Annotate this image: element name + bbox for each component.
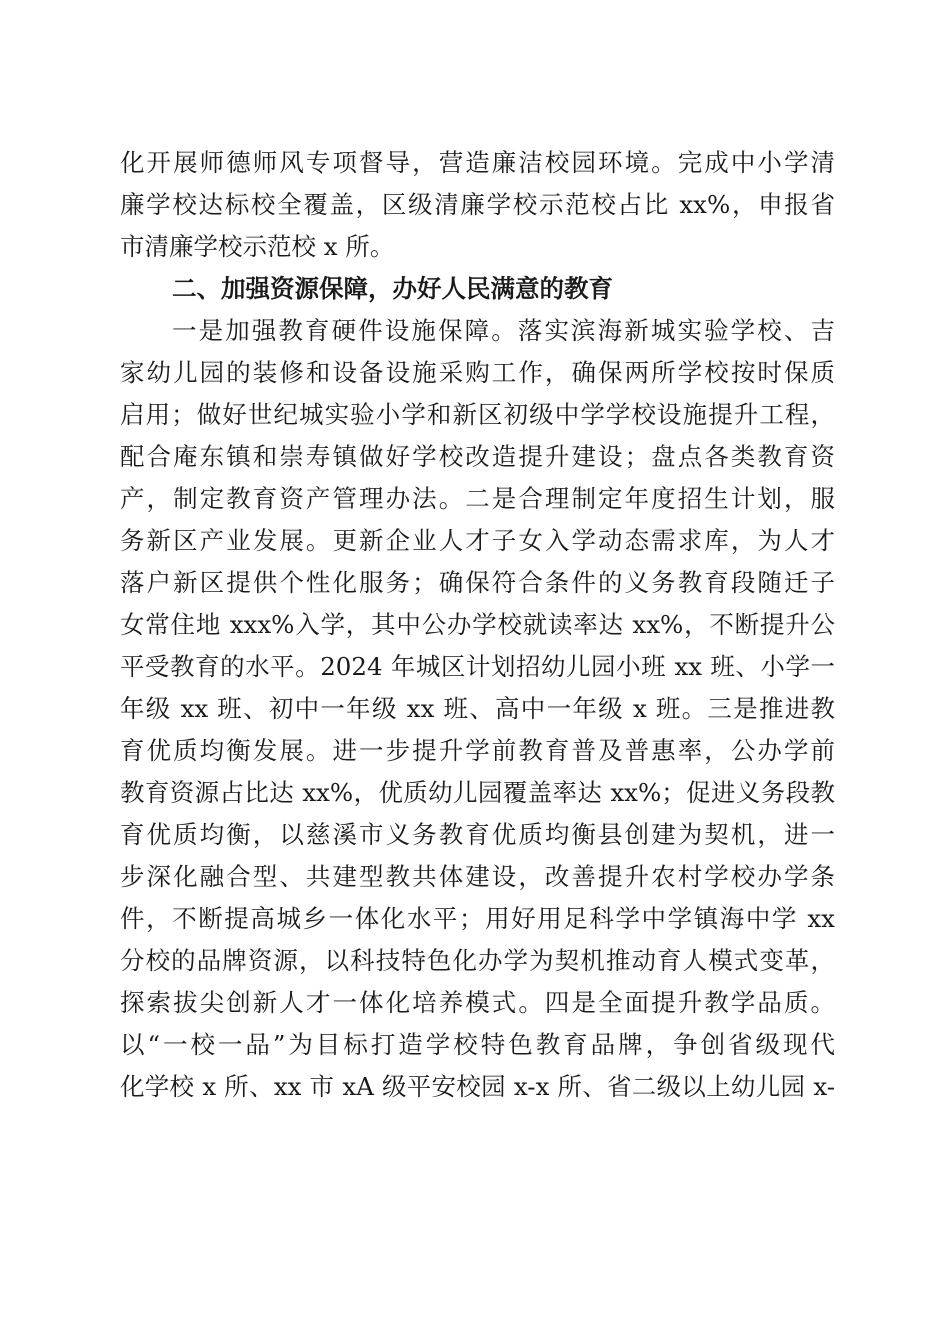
text-line: 落户新区提供个性化服务；确保符合条件的义务教育段随迁子 <box>120 568 835 597</box>
text-line: 育优质均衡，以慈溪市义务教育优质均衡县创建为契机，进一 <box>120 820 835 849</box>
text-line: 步深化融合型、共建型教共体建设，改善提升农村学校办学条 <box>120 862 835 891</box>
text-line: 化开展师德师风专项督导，营造廉洁校园环境。完成中小学清 <box>120 148 835 177</box>
text-line: 平受教育的水平。2024 年城区计划招幼儿园小班 xx 班、小学一 <box>120 652 835 681</box>
text-line: 产，制定教育资产管理办法。二是合理制定年度招生计划，服 <box>120 484 835 513</box>
text-line: 务新区产业发展。更新企业人才子女入学动态需求库，为人才 <box>120 526 835 555</box>
body-text <box>120 142 835 1108</box>
text-line: 探索拔尖创新人才一体化培养模式。四是全面提升教学品质。 <box>120 988 835 1017</box>
text-line: 年级 xx 班、初中一年级 xx 班、高中一年级 x 班。三是推进教 <box>120 694 835 723</box>
text-line: 分校的品牌资源，以科技特色化办学为契机推动育人模式变革， <box>120 946 835 975</box>
text-line: 以“一校一品”为目标打造学校特色教育品牌，争创省级现代 <box>120 1030 835 1059</box>
text-line: 育优质均衡发展。进一步提升学前教育普及普惠率，公办学前 <box>120 736 835 765</box>
section-heading: 二、加强资源保障，办好人民满意的教育 <box>172 274 613 303</box>
text-line: 教育资源占比达 xx%，优质幼儿园覆盖率达 xx%；促进义务段教 <box>120 778 835 807</box>
text-line: 一是加强教育硬件设施保障。落实滨海新城实验学校、吉 <box>172 316 835 345</box>
text-line: 女常住地 xxx%入学，其中公办学校就读率达 xx%，不断提升公 <box>120 610 835 639</box>
text-line: 市清廉学校示范校 x 所。 <box>120 232 395 261</box>
text-line: 启用；做好世纪城实验小学和新区初级中学学校设施提升工程， <box>120 400 835 429</box>
text-line: 廉学校达标校全覆盖，区级清廉学校示范校占比 xx%，申报省 <box>120 190 835 219</box>
text-line: 配合庵东镇和崇寿镇做好学校改造提升建设；盘点各类教育资 <box>120 442 835 471</box>
text-line: 化学校 x 所、xx 市 xA 级平安校园 x-x 所、省二级以上幼儿园 x- <box>120 1072 835 1101</box>
text-line: 家幼儿园的装修和设备设施采购工作，确保两所学校按时保质 <box>120 358 835 387</box>
text-line: 件，不断提高城乡一体化水平；用好用足科学中学镇海中学 xx <box>120 904 835 933</box>
